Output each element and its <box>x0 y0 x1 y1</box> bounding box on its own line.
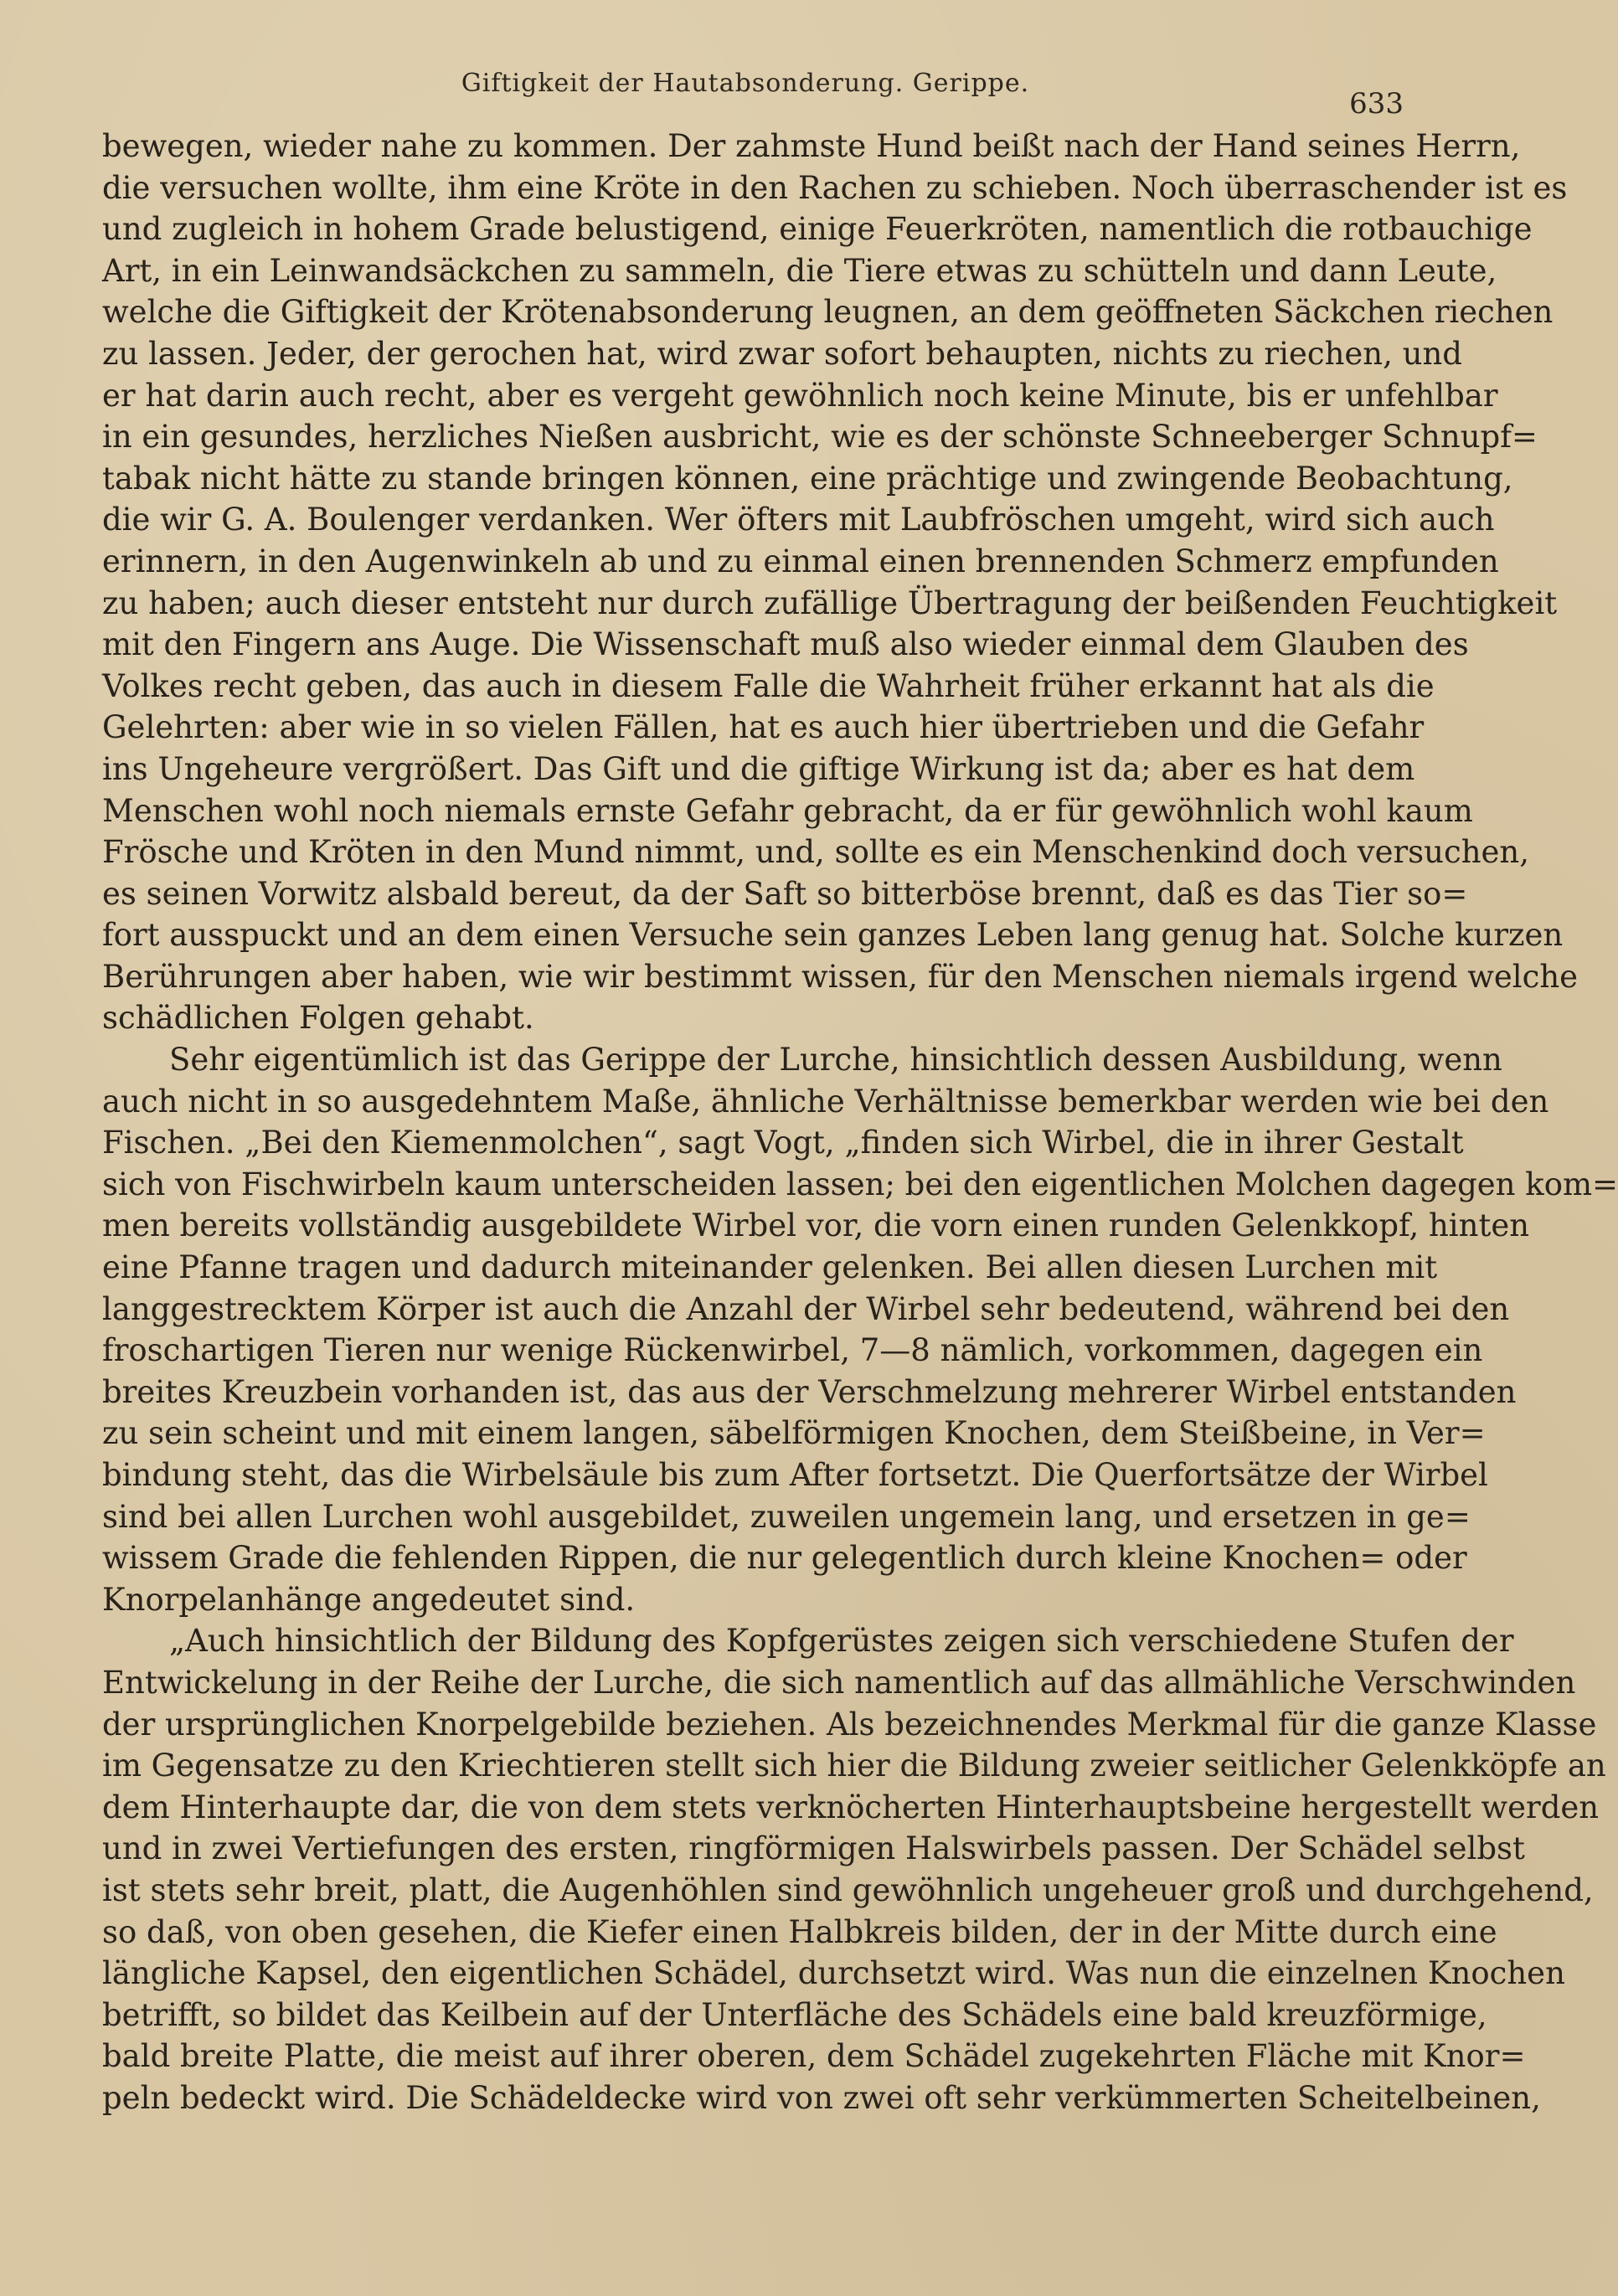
paragraph <box>102 1620 1606 2118</box>
text-line: ist stets sehr breit, platt, die Augenhöhlen sind gewöhnlich ungeheuer groß und durchgehend, <box>102 1871 1594 1908</box>
text-line: sich von Fischwirbeln kaum unterscheiden lassen; bei den eigentlichen Molchen dagegen kom= <box>102 1166 1618 1202</box>
text-line: im Gegensatze zu den Kriechtieren stellt sich hier die Bildung zweier seitlicher Gelenkköpfe an <box>102 1748 1606 1784</box>
text-line: längliche Kapsel, den eigentlichen Schädel, durchsetzt wird. Was nun die einzelnen Knochen <box>102 1955 1565 1992</box>
text-line: Volkes recht geben, das auch in diesem Falle die Wahrheit früher erkannt hat als die <box>102 667 1435 704</box>
text-line: bindung steht, das die Wirbelsäule bis zum After fortsetzt. Die Querfortsätze der Wirbel <box>102 1457 1488 1493</box>
text-line: so daß, von oben gesehen, die Kiefer einen Halbkreis bilden, der in der Mitte durch eine <box>102 1913 1497 1950</box>
text-line: eine Pfanne tragen und dadurch miteinander gelenken. Bei allen diesen Lurchen mit <box>102 1249 1438 1286</box>
text-line: es seinen Vorwitz alsbald bereut, da der Saft so bitterböse brennt, daß es das Tier so= <box>102 875 1468 912</box>
text-line: breites Kreuzbein vorhanden ist, das aus der Verschmelzung mehrerer Wirbel entstanden <box>102 1373 1517 1410</box>
text-line: Berührungen aber haben, wie wir bestimmt wissen, für den Menschen niemals irgend welche <box>102 958 1579 995</box>
text-line: welche die Giftigkeit der Krötenabsonderung leugnen, an dem geöffneten Säckchen riechen <box>102 294 1554 331</box>
text-line: bald breite Platte, die meist auf ihrer oberen, dem Schädel zugekehrten Fläche mit Knor= <box>102 2038 1526 2075</box>
paragraph <box>102 1039 1618 1620</box>
text-line: betrifft, so bildet das Keilbein auf der Unterfläche des Schädels eine bald kreuzförmige, <box>102 1996 1487 2033</box>
text-line: schädlichen Folgen gehabt. <box>102 1000 534 1037</box>
text-line: Gelehrten: aber wie in so vielen Fällen, hat es auch hier übertrieben und die Gefahr <box>102 709 1425 746</box>
text-line: sind bei allen Lurchen wohl ausgebildet, zuweilen ungemein lang, und ersetzen in ge= <box>102 1498 1471 1535</box>
text-line: tabak nicht hätte zu stande bringen können, eine prächtige und zwingende Beobachtung, <box>102 460 1513 497</box>
text-line: langgestrecktem Körper ist auch die Anzahl der Wirbel sehr bedeutend, während bei den <box>102 1290 1510 1327</box>
text-line: „Auch hinsichtlich der Bildung des Kopfgerüstes zeigen sich verschiedene Stufen der <box>169 1623 1514 1660</box>
text-line: ins Ungeheure vergrößert. Das Gift und die giftige Wirkung ist da; aber es hat dem <box>102 750 1415 787</box>
text-line: und zugleich in hohem Grade belustigend, einige Feuerkröten, namentlich die rotbauchige <box>102 211 1533 248</box>
text-line: zu haben; auch dieser entsteht nur durch zufällige Übertragung der beißenden Feuchtigkeit <box>102 584 1558 621</box>
text-line: Entwickelung in der Reihe der Lurche, die sich namentlich auf das allmähliche Verschwinden <box>102 1664 1576 1701</box>
text-line: Sehr eigentümlich ist das Gerippe der Lurche, hinsichtlich dessen Ausbildung, wenn <box>169 1042 1502 1079</box>
text-line: Art, in ein Leinwandsäckchen zu sammeln, die Tiere etwas zu schütteln und dann Leute, <box>102 252 1497 289</box>
text-line: dem Hinterhaupte dar, die von dem stets verknöcherten Hinterhauptsbeine hergestellt werden <box>102 1789 1600 1825</box>
text-line: erinnern, in den Augenwinkeln ab und zu einmal einen brennenden Schmerz empfunden <box>102 543 1499 579</box>
text-line: Fischen. „Bei den Kiemenmolchen“, sagt Vogt, „finden sich Wirbel, die in ihrer Gestalt <box>102 1125 1464 1161</box>
text-line: zu lassen. Jeder, der gerochen hat, wird zwar sofort behaupten, nichts zu riechen, und <box>102 335 1462 372</box>
text-line: und in zwei Vertiefungen des ersten, ringförmigen Halswirbels passen. Der Schädel selbst <box>102 1830 1525 1867</box>
text-line: der ursprünglichen Knorpelgebilde beziehen. Als bezeichnendes Merkmal für die ganze Klasse <box>102 1706 1597 1743</box>
text-line: peln bedeckt wird. Die Schädeldecke wird von zwei oft sehr verkümmerten Scheitelbeinen, <box>102 2079 1541 2116</box>
text-line: in ein gesundes, herzliches Nießen ausbricht, wie es der schönste Schneeberger Schnupf= <box>102 419 1538 456</box>
text-line: die wir G. A. Boulenger verdanken. Wer öfters mit Laubfröschen umgeht, wird sich auch <box>102 502 1495 538</box>
text-line: auch nicht in so ausgedehntem Maße, ähnliche Verhältnisse bemerkbar werden wie bei den <box>102 1083 1549 1120</box>
text-line: men bereits vollständig ausgebildete Wirbel vor, die vorn einen runden Gelenkkopf, hinten <box>102 1207 1530 1244</box>
text-line: die versuchen wollte, ihm eine Kröte in den Rachen zu schieben. Noch überraschender ist es <box>102 169 1568 206</box>
text-line: zu sein scheint und mit einem langen, säbelförmigen Knochen, dem Steißbeine, in Ver= <box>102 1415 1486 1452</box>
text-line: Frösche und Kröten in den Mund nimmt, und, sollte es ein Menschenkind doch versuchen, <box>102 834 1530 871</box>
text-line: wissem Grade die fehlenden Rippen, die nur gelegentlich durch kleine Knochen= oder <box>102 1540 1467 1577</box>
body-text <box>102 126 1618 2119</box>
text-line: fort ausspuckt und an dem einen Versuche sein ganzes Leben lang genug hat. Solche kurzen <box>102 917 1564 954</box>
text-line: er hat darin auch recht, aber es vergeht gewöhnlich noch keine Minute, bis er unfehlbar <box>102 377 1498 414</box>
text-line: mit den Fingern ans Auge. Die Wissenschaft muß also wieder einmal dem Glauben des <box>102 626 1469 663</box>
running-head: Giftigkeit der Hautabsonderung. Gerippe. <box>461 69 1030 98</box>
paragraph <box>102 126 1579 1039</box>
text-line: bewegen, wieder nahe zu kommen. Der zahmste Hund beißt nach der Hand seines Herrn, <box>102 128 1521 164</box>
text-line: Menschen wohl noch niemals ernste Gefahr gebracht, da er für gewöhnlich wohl kaum <box>102 792 1473 829</box>
page-number: 633 <box>1349 87 1404 121</box>
text-line: froschartigen Tieren nur wenige Rückenwirbel, 7—8 nämlich, vorkommen, dagegen ein <box>102 1332 1483 1369</box>
text-line: Knorpelanhänge angedeutet sind. <box>102 1581 636 1618</box>
